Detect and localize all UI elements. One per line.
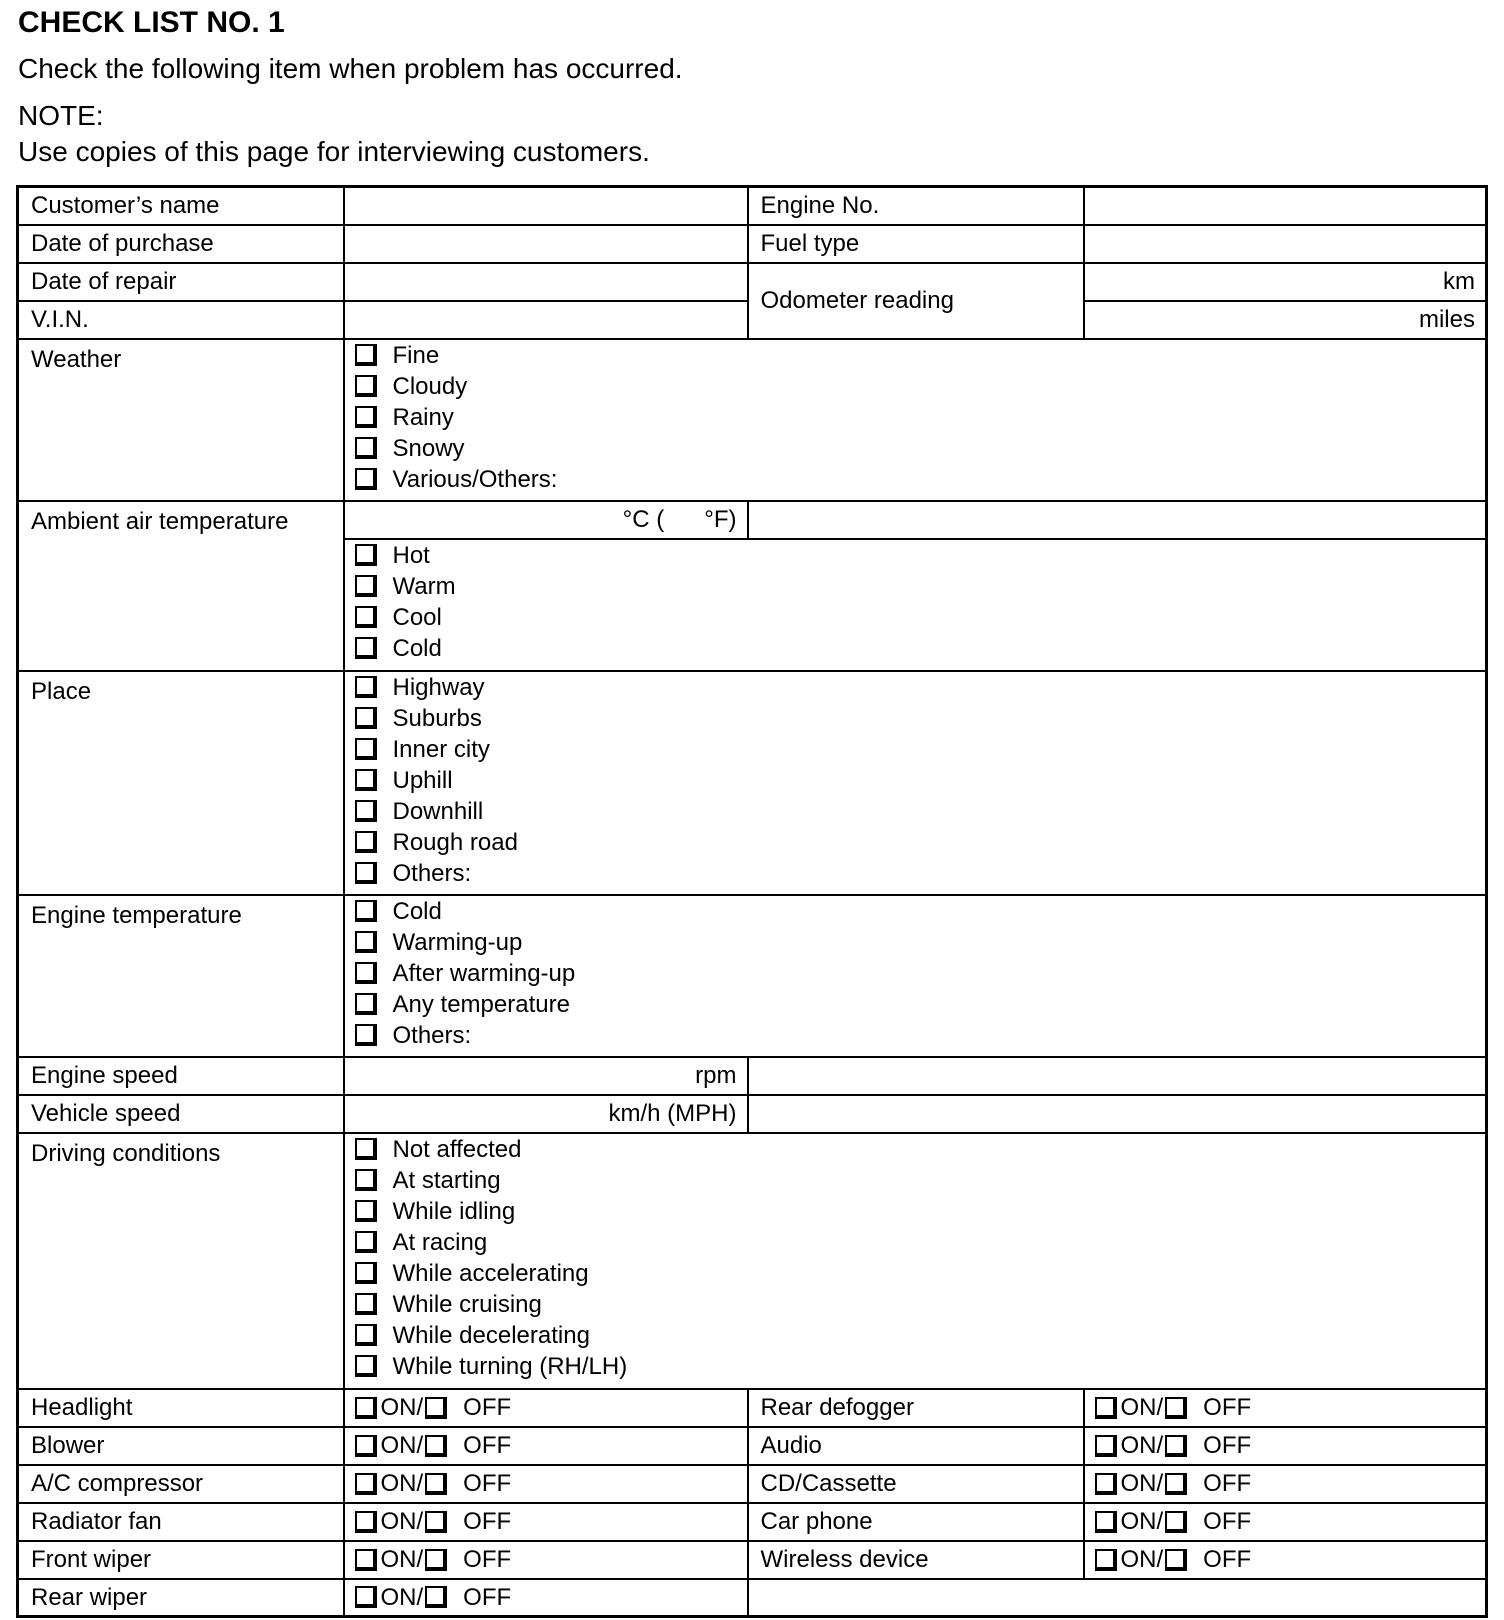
- ambient-temp-field[interactable]: [344, 501, 748, 539]
- checkbox-icon[interactable]: [425, 1549, 447, 1571]
- checkbox-icon[interactable]: [355, 1169, 377, 1191]
- checkbox-icon[interactable]: [355, 1293, 377, 1315]
- checkbox-icon[interactable]: [355, 575, 377, 597]
- driving-option[interactable]: While decelerating: [355, 1320, 1476, 1351]
- engine-temp-option[interactable]: Warming-up: [355, 927, 1476, 958]
- place-option[interactable]: Inner city: [355, 734, 1476, 765]
- ambient-temp-units: °C ( °F): [622, 506, 737, 533]
- weather-option[interactable]: Various/Others:: [355, 464, 1476, 495]
- ambient-option[interactable]: Cold: [355, 633, 1476, 664]
- checkbox-icon[interactable]: [355, 637, 377, 659]
- device-label: Rear wiper: [18, 1579, 344, 1617]
- fuel-type-field[interactable]: [1084, 225, 1487, 263]
- odometer-reading-label: Odometer reading: [748, 263, 1084, 339]
- device-onoff: ON/ OFF: [1084, 1389, 1487, 1427]
- device-onoff: ON/ OFF: [1084, 1427, 1487, 1465]
- row-device-2: [18, 1427, 1487, 1465]
- checkbox-icon[interactable]: [355, 831, 377, 853]
- device-label: CD/Cassette: [748, 1465, 1084, 1503]
- checkbox-icon[interactable]: [1095, 1435, 1117, 1457]
- checkbox-icon[interactable]: [355, 406, 377, 428]
- date-of-purchase-field[interactable]: [344, 225, 748, 263]
- device-label: Car phone: [748, 1503, 1084, 1541]
- place-option[interactable]: Suburbs: [355, 703, 1476, 734]
- weather-option[interactable]: Fine: [355, 340, 1476, 371]
- engine-temp-options: [344, 895, 1487, 1057]
- checkbox-icon[interactable]: [1095, 1549, 1117, 1571]
- checkbox-icon[interactable]: [355, 1511, 377, 1533]
- checkbox-icon[interactable]: [355, 676, 377, 698]
- fuel-type-label: Fuel type: [748, 225, 1084, 263]
- row-date-of-purchase: [18, 225, 1487, 263]
- row-device-6: [18, 1579, 1487, 1617]
- row-weather: [18, 339, 1487, 501]
- engine-temp-option[interactable]: Cold: [355, 896, 1476, 927]
- weather-label: Weather: [18, 339, 344, 501]
- row-engine-temp: [18, 895, 1487, 1057]
- checkbox-icon[interactable]: [1095, 1397, 1117, 1419]
- row-device-5: [18, 1541, 1487, 1579]
- engine-temp-option[interactable]: After warming-up: [355, 958, 1476, 989]
- checkbox-icon[interactable]: [425, 1586, 447, 1608]
- checkbox-icon[interactable]: [355, 1024, 377, 1046]
- engine-no-field[interactable]: [1084, 187, 1487, 225]
- checkbox-icon[interactable]: [355, 1200, 377, 1222]
- place-option[interactable]: Downhill: [355, 796, 1476, 827]
- weather-option[interactable]: Rainy: [355, 402, 1476, 433]
- place-option[interactable]: Highway: [355, 672, 1476, 703]
- checkbox-icon[interactable]: [425, 1473, 447, 1495]
- row-ambient-temp: [18, 501, 1487, 539]
- driving-option[interactable]: While cruising: [355, 1289, 1476, 1320]
- device-onoff: ON/ OFF: [1084, 1465, 1487, 1503]
- driving-option[interactable]: While accelerating: [355, 1258, 1476, 1289]
- vehicle-speed-label: Vehicle speed: [18, 1095, 344, 1133]
- checkbox-icon[interactable]: [355, 900, 377, 922]
- engine-temp-option[interactable]: Any temperature: [355, 989, 1476, 1020]
- date-of-repair-label: Date of repair: [18, 263, 344, 301]
- vehicle-speed-field[interactable]: km/h (MPH): [344, 1095, 748, 1133]
- device-onoff: ON/ OFF: [344, 1427, 748, 1465]
- date-of-repair-field[interactable]: [344, 263, 748, 301]
- device-onoff: ON/ OFF: [344, 1579, 748, 1617]
- device-onoff: ON/ OFF: [1084, 1541, 1487, 1579]
- device-label: Blower: [18, 1427, 344, 1465]
- row-device-3: [18, 1465, 1487, 1503]
- page-title: CHECK LIST NO. 1: [18, 6, 285, 39]
- place-option[interactable]: Uphill: [355, 765, 1476, 796]
- engine-temp-option[interactable]: Others:: [355, 1020, 1476, 1051]
- odometer-miles-field[interactable]: miles: [1084, 301, 1487, 339]
- intro-text: Check the following item when problem has occurred.: [18, 53, 683, 84]
- checkbox-icon[interactable]: [355, 1549, 377, 1571]
- checkbox-icon[interactable]: [355, 1231, 377, 1253]
- device-label: Wireless device: [748, 1541, 1084, 1579]
- weather-options: [344, 339, 1487, 501]
- device-onoff: ON/ OFF: [344, 1503, 748, 1541]
- engine-no-label: Engine No.: [748, 187, 1084, 225]
- checkbox-icon[interactable]: [355, 931, 377, 953]
- device-label: Headlight: [18, 1389, 344, 1427]
- checkbox-icon[interactable]: [1165, 1397, 1187, 1419]
- checkbox-icon[interactable]: [355, 375, 377, 397]
- checkbox-icon[interactable]: [355, 606, 377, 628]
- checkbox-icon[interactable]: [1095, 1473, 1117, 1495]
- checkbox-icon[interactable]: [355, 993, 377, 1015]
- row-date-of-repair: [18, 263, 1487, 301]
- row-customer-name: [18, 187, 1487, 225]
- place-option[interactable]: Rough road: [355, 827, 1476, 858]
- device-label: Radiator fan: [18, 1503, 344, 1541]
- note-heading: NOTE:: [18, 100, 104, 131]
- ambient-temp-notes[interactable]: [748, 501, 1487, 539]
- place-option[interactable]: Others:: [355, 858, 1476, 889]
- row-vehicle-speed: [18, 1095, 1487, 1133]
- device-label: Front wiper: [18, 1541, 344, 1579]
- row-device-4: [18, 1503, 1487, 1541]
- device-onoff: ON/ OFF: [344, 1389, 748, 1427]
- checkbox-icon[interactable]: [355, 1397, 377, 1419]
- driving-option[interactable]: Not affected: [355, 1134, 1476, 1165]
- row-place: [18, 671, 1487, 895]
- driving-conditions-label: Driving conditions: [18, 1133, 344, 1389]
- checkbox-icon[interactable]: [355, 707, 377, 729]
- checkbox-icon[interactable]: [355, 962, 377, 984]
- checkbox-icon[interactable]: [355, 1355, 377, 1377]
- checkbox-icon[interactable]: [355, 738, 377, 760]
- place-label: Place: [18, 671, 344, 895]
- place-options: [344, 671, 1487, 895]
- checkbox-icon[interactable]: [355, 1324, 377, 1346]
- engine-speed-label: Engine speed: [18, 1057, 344, 1095]
- checkbox-icon[interactable]: [1165, 1549, 1187, 1571]
- ambient-option[interactable]: Hot: [355, 540, 1476, 571]
- checkbox-icon[interactable]: [355, 1262, 377, 1284]
- row-engine-speed: [18, 1057, 1487, 1095]
- driving-option[interactable]: At racing: [355, 1227, 1476, 1258]
- weather-option[interactable]: Snowy: [355, 433, 1476, 464]
- device-label: Rear defogger: [748, 1389, 1084, 1427]
- customers-name-field[interactable]: [344, 187, 748, 225]
- customers-name-label: Customer’s name: [18, 187, 344, 225]
- device-label: Audio: [748, 1427, 1084, 1465]
- checkbox-icon[interactable]: [355, 769, 377, 791]
- device-onoff: ON/ OFF: [344, 1465, 748, 1503]
- row-device-1: [18, 1389, 1487, 1427]
- checkbox-icon[interactable]: [355, 1138, 377, 1160]
- odometer-km-field[interactable]: km: [1084, 263, 1487, 301]
- checkbox-icon[interactable]: [1095, 1511, 1117, 1533]
- ambient-temp-label: Ambient air temperature: [18, 501, 344, 671]
- checkbox-icon[interactable]: [355, 1586, 377, 1608]
- engine-speed-notes[interactable]: [748, 1057, 1487, 1095]
- empty-cell: [748, 1579, 1487, 1617]
- weather-option[interactable]: Cloudy: [355, 371, 1476, 402]
- checkbox-icon[interactable]: [355, 544, 377, 566]
- row-driving-conditions: [18, 1133, 1487, 1389]
- device-label: A/C compressor: [18, 1465, 344, 1503]
- checkbox-icon[interactable]: [1165, 1435, 1187, 1457]
- checkbox-icon[interactable]: [355, 862, 377, 884]
- ambient-option[interactable]: Warm: [355, 571, 1476, 602]
- checkbox-icon[interactable]: [355, 800, 377, 822]
- vin-label: V.I.N.: [18, 301, 344, 339]
- checkbox-icon[interactable]: [355, 344, 377, 366]
- checkbox-icon[interactable]: [355, 437, 377, 459]
- engine-temp-label: Engine temperature: [18, 895, 344, 1057]
- driving-option[interactable]: At starting: [355, 1165, 1476, 1196]
- checklist-table: [16, 185, 1488, 1618]
- device-onoff: ON/ OFF: [1084, 1503, 1487, 1541]
- ambient-options: [344, 539, 1487, 671]
- checkbox-icon[interactable]: [1165, 1473, 1187, 1495]
- vehicle-speed-notes[interactable]: [748, 1095, 1487, 1133]
- note-text: Use copies of this page for interviewing customers.: [18, 136, 650, 167]
- checkbox-icon[interactable]: [355, 1473, 377, 1495]
- driving-option[interactable]: While turning (RH/LH): [355, 1351, 1476, 1382]
- driving-option[interactable]: While idling: [355, 1196, 1476, 1227]
- driving-options: [344, 1133, 1487, 1389]
- checkbox-icon[interactable]: [355, 1435, 377, 1457]
- ambient-option[interactable]: Cool: [355, 602, 1476, 633]
- engine-speed-field[interactable]: rpm: [344, 1057, 748, 1095]
- device-onoff: ON/ OFF: [344, 1541, 748, 1579]
- checkbox-icon[interactable]: [425, 1435, 447, 1457]
- date-of-purchase-label: Date of purchase: [18, 225, 344, 263]
- checkbox-icon[interactable]: [355, 468, 377, 490]
- vin-field[interactable]: [344, 301, 748, 339]
- checkbox-icon[interactable]: [1165, 1511, 1187, 1533]
- checkbox-icon[interactable]: [425, 1397, 447, 1419]
- checkbox-icon[interactable]: [425, 1511, 447, 1533]
